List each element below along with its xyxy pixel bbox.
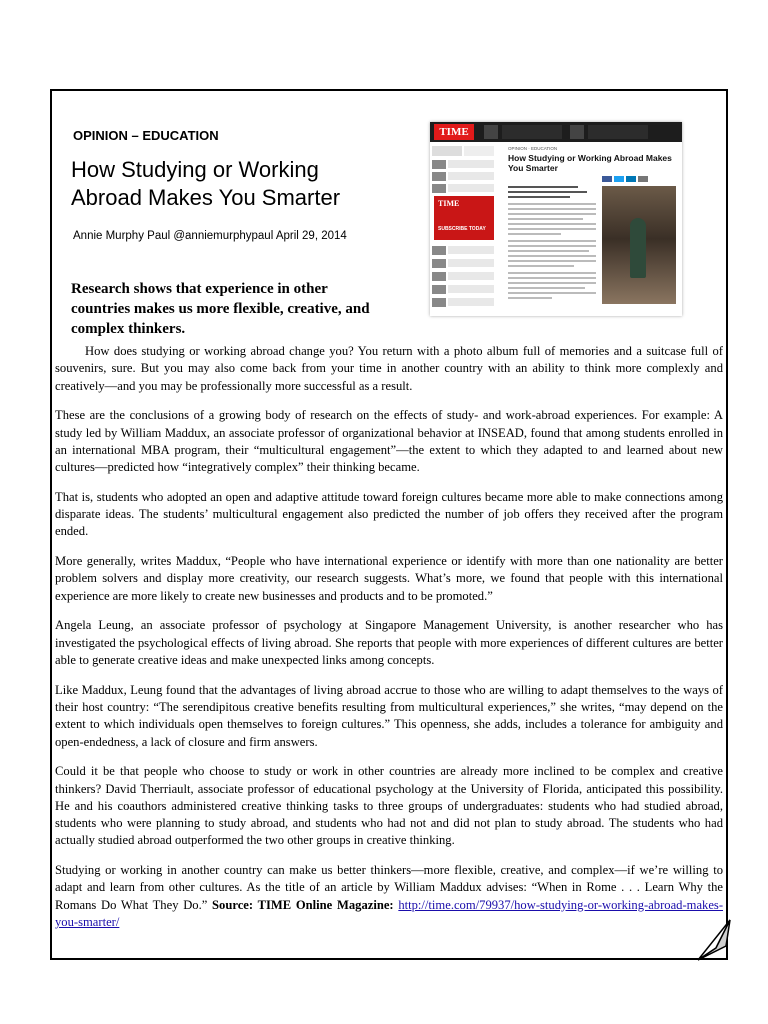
paragraph: More generally, writes Maddux, “People who have international experience or identify with more than one nationality are better problem solvers and display more creativity, our research suggests. What’s more, we found that people with this international experience are more likely to create new businesses and products and to be promoted.” xyxy=(55,554,723,603)
thumb-story-image xyxy=(432,184,446,193)
article-body xyxy=(55,343,723,944)
byline: Annie Murphy Paul @anniemurphypaul April 29, 2014 xyxy=(73,230,347,242)
thumb-nav-image xyxy=(484,125,498,139)
thumb-story-image xyxy=(432,160,446,169)
thumb-story-image xyxy=(432,246,446,255)
paragraph: That is, students who adopted an open and adaptive attitude toward foreign cultures became more able to make connections among disparate ideas. The students’ multicultural engagement also predicted the number of job offers they received after the program ended. xyxy=(55,489,723,539)
section-kicker: OPINION – EDUCATION xyxy=(73,128,219,143)
source-link[interactable]: http://time.com/79937/how-studying-or-working-abroad-makes-you-smarter/ xyxy=(55,897,724,930)
twitter-icon xyxy=(614,176,624,182)
paragraph: How does studying or working abroad change you? You return with a photo album full of memories and a suitcase full of souvenirs, sure. But you may also come back from your time in another country with an ability to think more complexly and creatively—and you may be professionally more successful as a result. xyxy=(55,344,723,393)
thumb-story-text xyxy=(448,172,494,180)
thumb-story-text xyxy=(448,259,494,267)
thumb-photo-person xyxy=(630,218,646,278)
subscribe-ad xyxy=(434,196,494,240)
thumb-photo xyxy=(602,186,676,304)
ad-logo: TIME xyxy=(438,199,460,208)
thumb-story-image xyxy=(432,259,446,268)
paragraph: Could it be that people who choose to study or work in other countries are already more inclined to be complex and creative thinkers? David Therriault, associate professor of educational psychology at the University of Florida, anticipated this possibility. He and his coauthors administered creative thinking tasks to three groups of undergraduates: students who had studied abroad, students who were planning to study abroad, and students who had not and did not plan to study abroad. The students who had actually studied abroad outperformed the two other groups in creative thinking. xyxy=(55,764,723,848)
thumb-story-image xyxy=(432,298,446,307)
thumb-tab xyxy=(432,146,462,156)
thumb-story-text xyxy=(448,160,494,168)
time-article-screenshot xyxy=(430,122,682,316)
thumb-nav-image xyxy=(570,125,584,139)
thumb-story-text xyxy=(448,298,494,306)
paragraph: Like Maddux, Leung found that the advantages of living abroad accrue to those who are willing to adapt themselves to the ways of their host country: “The serendipitous creative benefits resulting from multicultural experiences,” she writes, “may depend on the extent to which individuals open themselves to foreign cultures.” This openness, she adds, includes a tolerance for ambiguity and open-endedness, a lack of closure and firm answers. xyxy=(55,682,723,749)
paragraph: Angela Leung, an associate professor of psychology at Singapore Management University, is another researcher who has investigated the psychological effects of living abroad. She reports that people with more experiences of different cultures are better able to generate creative ideas and make unexpected links among concepts. xyxy=(55,618,723,668)
thumb-tab xyxy=(464,146,494,156)
paragraph: These are the conclusions of a growing body of research on the effects of study- and work-abroad experiences. For example: A study led by William Maddux, an associate professor of organizational behavior at INSEAD, found that among students enrolled in an international MBA program, their “multicultural engagement”—the extent to which they adapted to and learned about new cultures—predicted how “integratively complex” their thinking became. xyxy=(55,408,723,475)
thumb-story-text xyxy=(448,285,494,293)
thumb-nav-text xyxy=(588,125,648,139)
facebook-icon xyxy=(602,176,612,182)
closing-paragraph xyxy=(55,862,723,931)
thumb-title: How Studying or Working Abroad Makes You Smarter xyxy=(508,153,672,173)
thumb-story-image xyxy=(432,285,446,294)
share-icon xyxy=(626,176,636,182)
thumb-story-text xyxy=(448,184,494,192)
article-dek: Research shows that experience in other countries makes us more flexible, creative, and complex thinkers. xyxy=(71,281,370,337)
thumb-story-image xyxy=(432,172,446,181)
ad-text: SUBSCRIBE TODAY xyxy=(438,226,486,232)
email-icon xyxy=(638,176,648,182)
closing-text: Studying or working in another country can make us better thinkers—more flexible, creative, and complex—if we’re willing to adapt and learn from other cultures. As the title of an article by William Maddux advises: “When in Rome . . . Learn Why the Romans Do What They Do.” xyxy=(55,863,723,912)
thumb-story-text xyxy=(448,246,494,254)
article-title: How Studying or Working Abroad Makes You Smarter xyxy=(71,157,341,210)
thumb-top-bar xyxy=(430,122,682,142)
thumb-section: OPINION · EDUCATION xyxy=(508,146,558,151)
thumb-body-text xyxy=(508,186,596,302)
thumb-story-text xyxy=(448,272,494,280)
thumb-story-image xyxy=(432,272,446,281)
source-label: Source: TIME Online Magazine: xyxy=(212,897,394,912)
time-logo: TIME xyxy=(434,124,474,140)
thumb-nav-text xyxy=(502,125,562,139)
